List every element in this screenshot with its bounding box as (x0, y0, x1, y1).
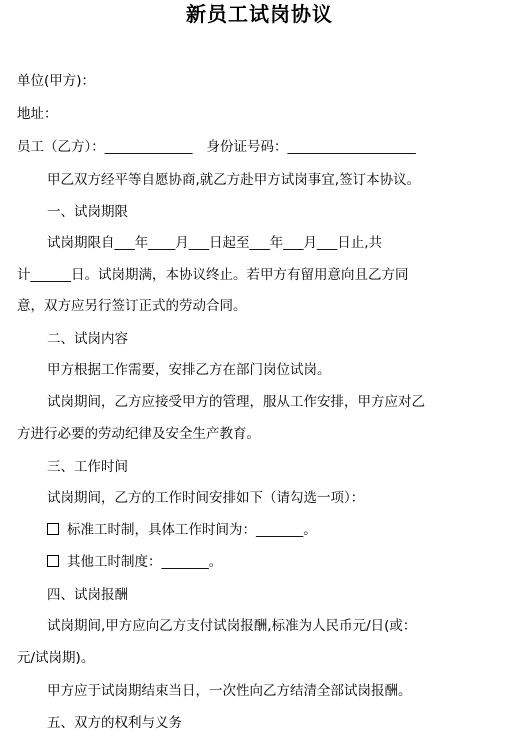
employee-id-line (17, 138, 416, 156)
section-heading-hours: 三、工作时间 (47, 459, 128, 475)
hours-option-standard[interactable] (47, 521, 317, 539)
intro-paragraph: 甲乙双方经平等自愿协商,就乙方赴甲方试岗事宜,签订本协议。 (47, 172, 421, 188)
term-paragraph-line: 计______日。试岗期满，本协议终止。若甲方有留用意向且乙方同 (17, 267, 409, 283)
hours-option-label: 其他工时制度：_______。 (67, 554, 223, 570)
section-heading-rights: 五、双方的权利与义务 (47, 715, 182, 731)
pay-paragraph: 甲方应于试岗期结束当日，一次性向乙方结清全部试岗报酬。 (47, 683, 412, 699)
id-number-label: 身份证号码： (206, 139, 288, 155)
content-paragraph-line: 方进行必要的劳动纪律及安全生产教育。 (17, 426, 260, 442)
hours-option-other[interactable] (47, 553, 222, 571)
checkbox-standard-hours[interactable] (47, 523, 59, 535)
content-paragraph-line: 试岗期间，乙方应接受甲方的管理，服从工作安排，甲方应对乙 (47, 394, 425, 410)
term-paragraph-line: 试岗期限自___年____月___日起至___年___月___日止,共 (47, 235, 383, 251)
id-number-blank: ___________________ (287, 139, 416, 155)
employee-blank: _____________ (104, 139, 193, 155)
employee-label: 员工（乙方）： (17, 139, 105, 155)
content-paragraph: 甲方根据工作需要，安排乙方在部门岗位试岗。 (47, 362, 331, 378)
term-paragraph-line: 意，双方应另行签订正式的劳动合同。 (17, 298, 247, 314)
section-heading-term: 一、试岗期限 (47, 204, 128, 220)
section-heading-pay: 四、试岗报酬 (47, 587, 128, 603)
section-heading-content: 二、试岗内容 (47, 331, 128, 347)
hours-paragraph: 试岗期间，乙方的工作时间安排如下（请勾选一项）： (47, 490, 365, 506)
hours-option-label: 标准工时制，具体工作时间为：_______。 (67, 522, 317, 538)
address-line: 地址： (17, 106, 58, 122)
pay-paragraph-line: 元/试岗期)。 (17, 650, 95, 666)
document-title: 新员工试岗协议 (186, 2, 333, 26)
pay-paragraph-line: 试岗期间,甲方应向乙方支付试岗报酬,标准为人民币元/日(或： (47, 618, 417, 634)
employer-line: 单位(甲方)： (17, 73, 96, 89)
checkbox-other-hours[interactable] (47, 555, 59, 567)
